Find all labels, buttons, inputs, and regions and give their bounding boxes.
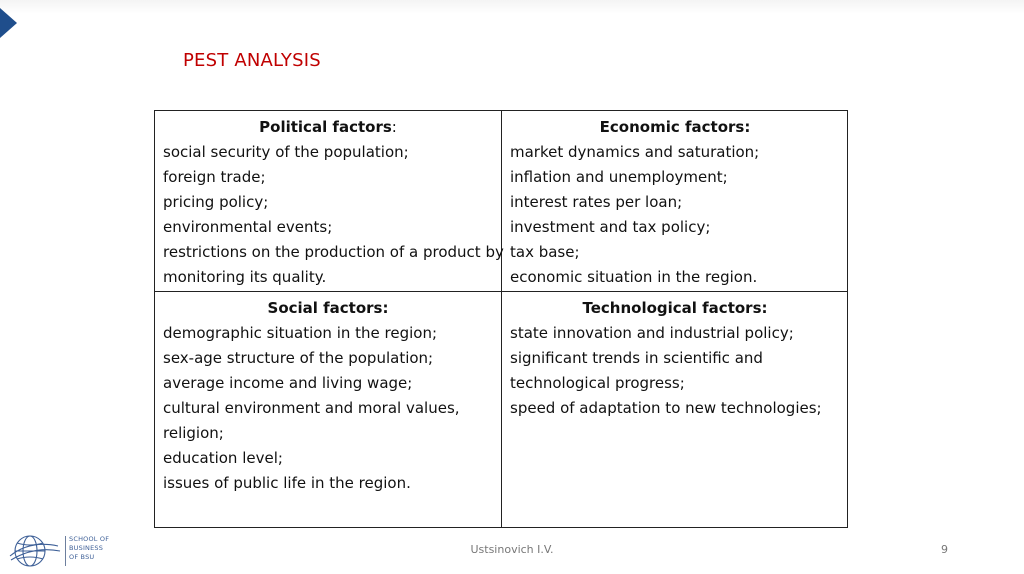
social-factors-cell — [155, 292, 502, 527]
list-item: monitoring its quality. — [163, 268, 327, 286]
list-item: significant trends in scientific and — [510, 349, 763, 367]
political-factors-heading-text: Political factors — [259, 118, 392, 136]
list-item: market dynamics and saturation; — [510, 143, 760, 161]
list-item: restrictions on the production of a product by — [163, 243, 504, 261]
social-factors-heading: Social factors: — [267, 299, 389, 317]
technological-factors-cell — [502, 292, 848, 527]
list-item: pricing policy; — [163, 193, 269, 211]
political-factors-cell — [155, 111, 502, 292]
top-band — [0, 0, 1024, 14]
economic-factors-heading: Economic factors: — [599, 118, 751, 136]
list-item: economic situation in the region. — [510, 268, 758, 286]
technological-factors-heading: Technological factors: — [582, 299, 768, 317]
political-factors-heading-colon: : — [391, 118, 397, 136]
list-item: environmental events; — [163, 218, 333, 236]
list-item: issues of public life in the region. — [163, 474, 411, 492]
list-item: demographic situation in the region; — [163, 324, 438, 342]
list-item: technological progress; — [510, 374, 685, 392]
logo-line: OF BSU — [69, 552, 95, 561]
footer-author: Ustsinovich I.V. — [470, 543, 554, 556]
list-item: foreign trade; — [163, 168, 266, 186]
list-item: sex-age structure of the population; — [163, 349, 434, 367]
list-item: social security of the population; — [163, 143, 409, 161]
list-item: tax base; — [510, 243, 580, 261]
economic-factors-cell — [502, 111, 848, 292]
logo-line: BUSINESS — [69, 543, 104, 552]
slide-nav-arrow-icon — [0, 8, 17, 38]
list-item: cultural environment and moral values, — [163, 399, 460, 417]
list-item: education level; — [163, 449, 283, 467]
list-item: state innovation and industrial policy; — [510, 324, 794, 342]
list-item: interest rates per loan; — [510, 193, 683, 211]
list-item: speed of adaptation to new technologies; — [510, 399, 822, 417]
logo-line: SCHOOL OF — [69, 535, 110, 543]
list-item: religion; — [163, 424, 224, 442]
page-number: 9 — [941, 543, 948, 556]
list-item: average income and living wage; — [163, 374, 413, 392]
list-item: investment and tax policy; — [510, 218, 711, 236]
political-factors-heading — [163, 115, 501, 140]
pest-table — [154, 110, 848, 528]
list-item: inflation and unemployment; — [510, 168, 728, 186]
page-title: PEST ANALYSIS — [183, 50, 321, 71]
